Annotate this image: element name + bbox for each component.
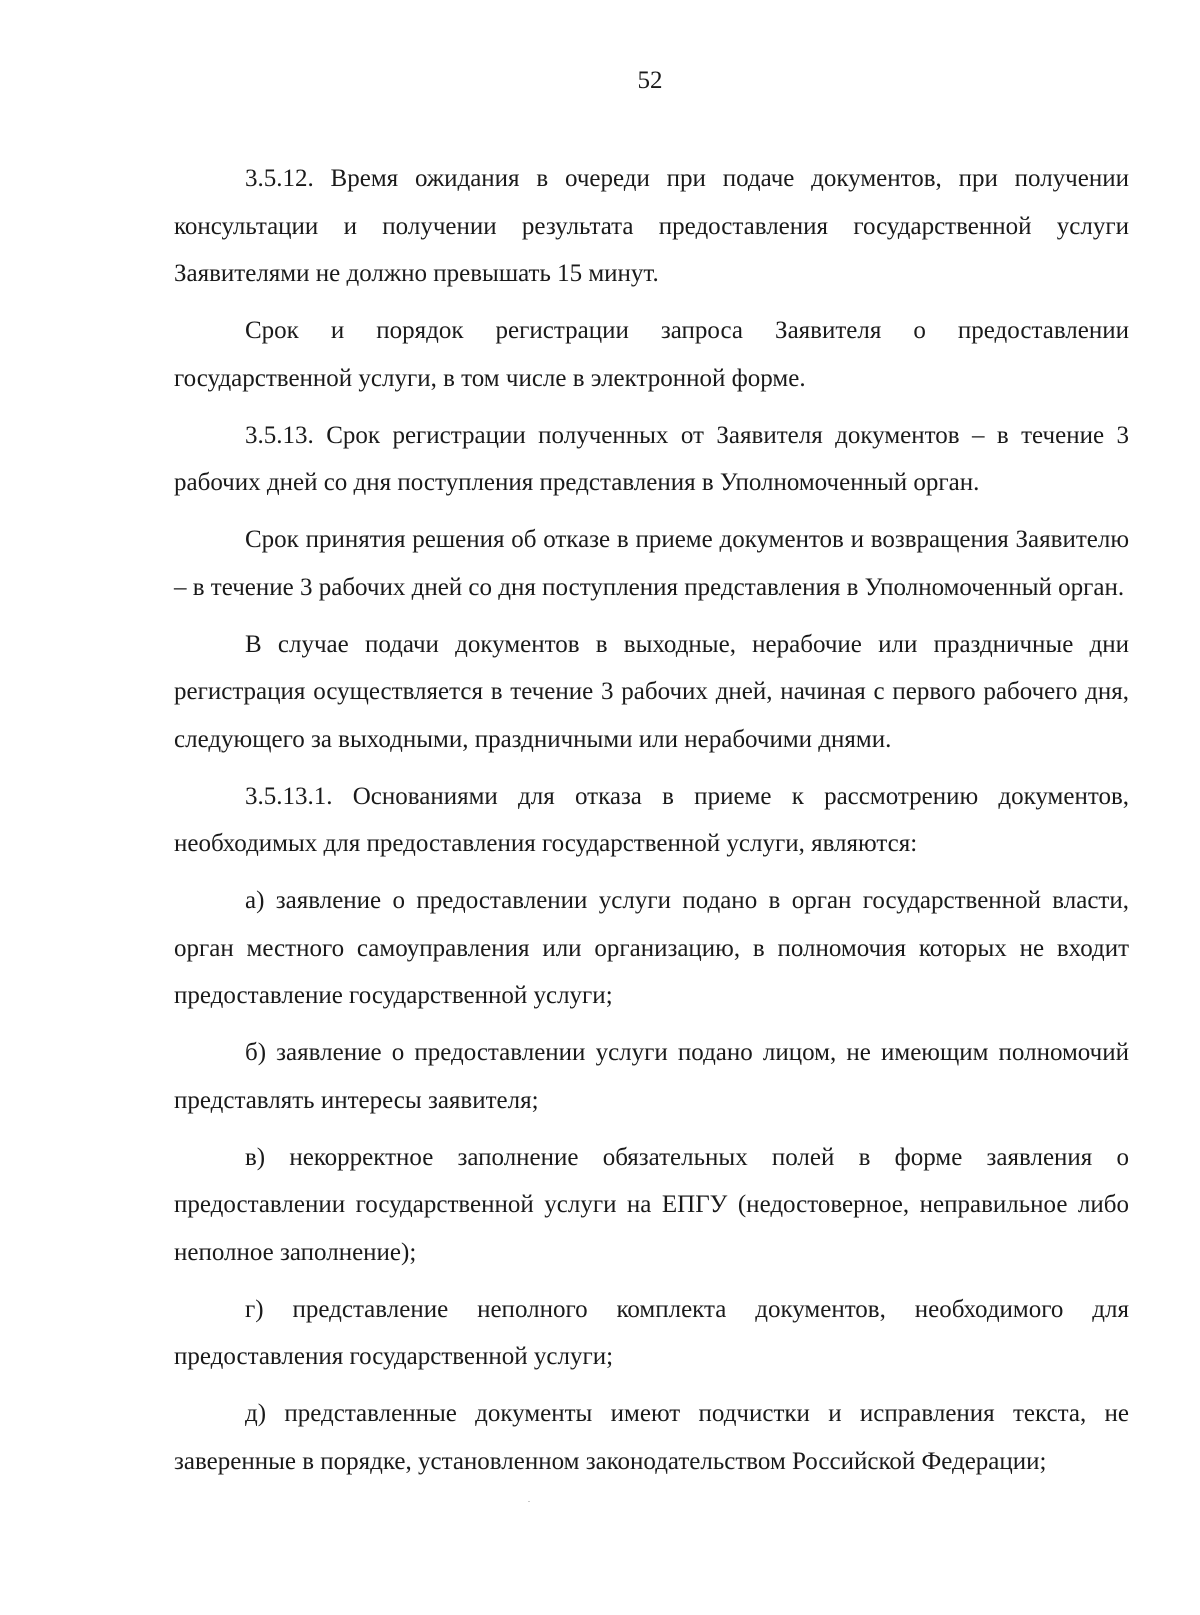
paragraph-3-5-12: 3.5.12. Время ожидания в очереди при подаче документов, при получении консультации и получении результата предоставления государственной услуги Заявителями не должно превышать 15 минут.: [174, 165, 1129, 287]
list-item-d: д) представленные документы имеют подчистки и исправления текста, не заверенные в порядке, установленном законодательством Российской Федерации;: [174, 1400, 1129, 1475]
paragraph-registration-heading: Срок и порядок регистрации запроса Заявителя о предоставлении государственной услуги, в том числе в электронной форме.: [174, 317, 1129, 392]
scan-speck: [528, 1501, 530, 1502]
paragraph-3-5-13-1: 3.5.13.1. Основаниями для отказа в приеме к рассмотрению документов, необходимых для предоставления государственной услуги, являются:: [174, 782, 1129, 857]
paragraph-refusal-term: Срок принятия решения об отказе в приеме документов и возвращения Заявителю – в течение 3 рабочих дней со дня поступления представления в Уполномоченный орган.: [174, 526, 1129, 601]
paragraph-3-5-13: 3.5.13. Срок регистрации полученных от Заявителя документов – в течение 3 рабочих дней со дня поступления представления в Уполномоченный орган.: [174, 421, 1129, 496]
list-item-b: б) заявление о предоставлении услуги подано лицом, не имеющим полномочий представлять интересы заявителя;: [174, 1039, 1129, 1114]
list-item-a: а) заявление о предоставлении услуги подано в орган государственной власти, орган местного самоуправления или организацию, в полномочия которых не входит предоставление государственной услуги;: [174, 887, 1129, 1009]
page-number: 52: [637, 67, 663, 94]
document-body: [174, 155, 1129, 1485]
paragraph-holiday-submission: В случае подачи документов в выходные, нерабочие или праздничные дни регистрация осуществляется в течение 3 рабочих дней, начиная с первого рабочего дня, следующего за выходными, праздничными или нерабочими днями.: [174, 630, 1129, 753]
list-item-v: в) некорректное заполнение обязательных полей в форме заявления о предоставлении государственной услуги на ЕПГУ (недостоверное, неправильное либо неполное заполнение);: [174, 1143, 1129, 1266]
list-item-g: г) представление неполного комплекта документов, необходимого для предоставления государственной услуги;: [174, 1295, 1129, 1370]
